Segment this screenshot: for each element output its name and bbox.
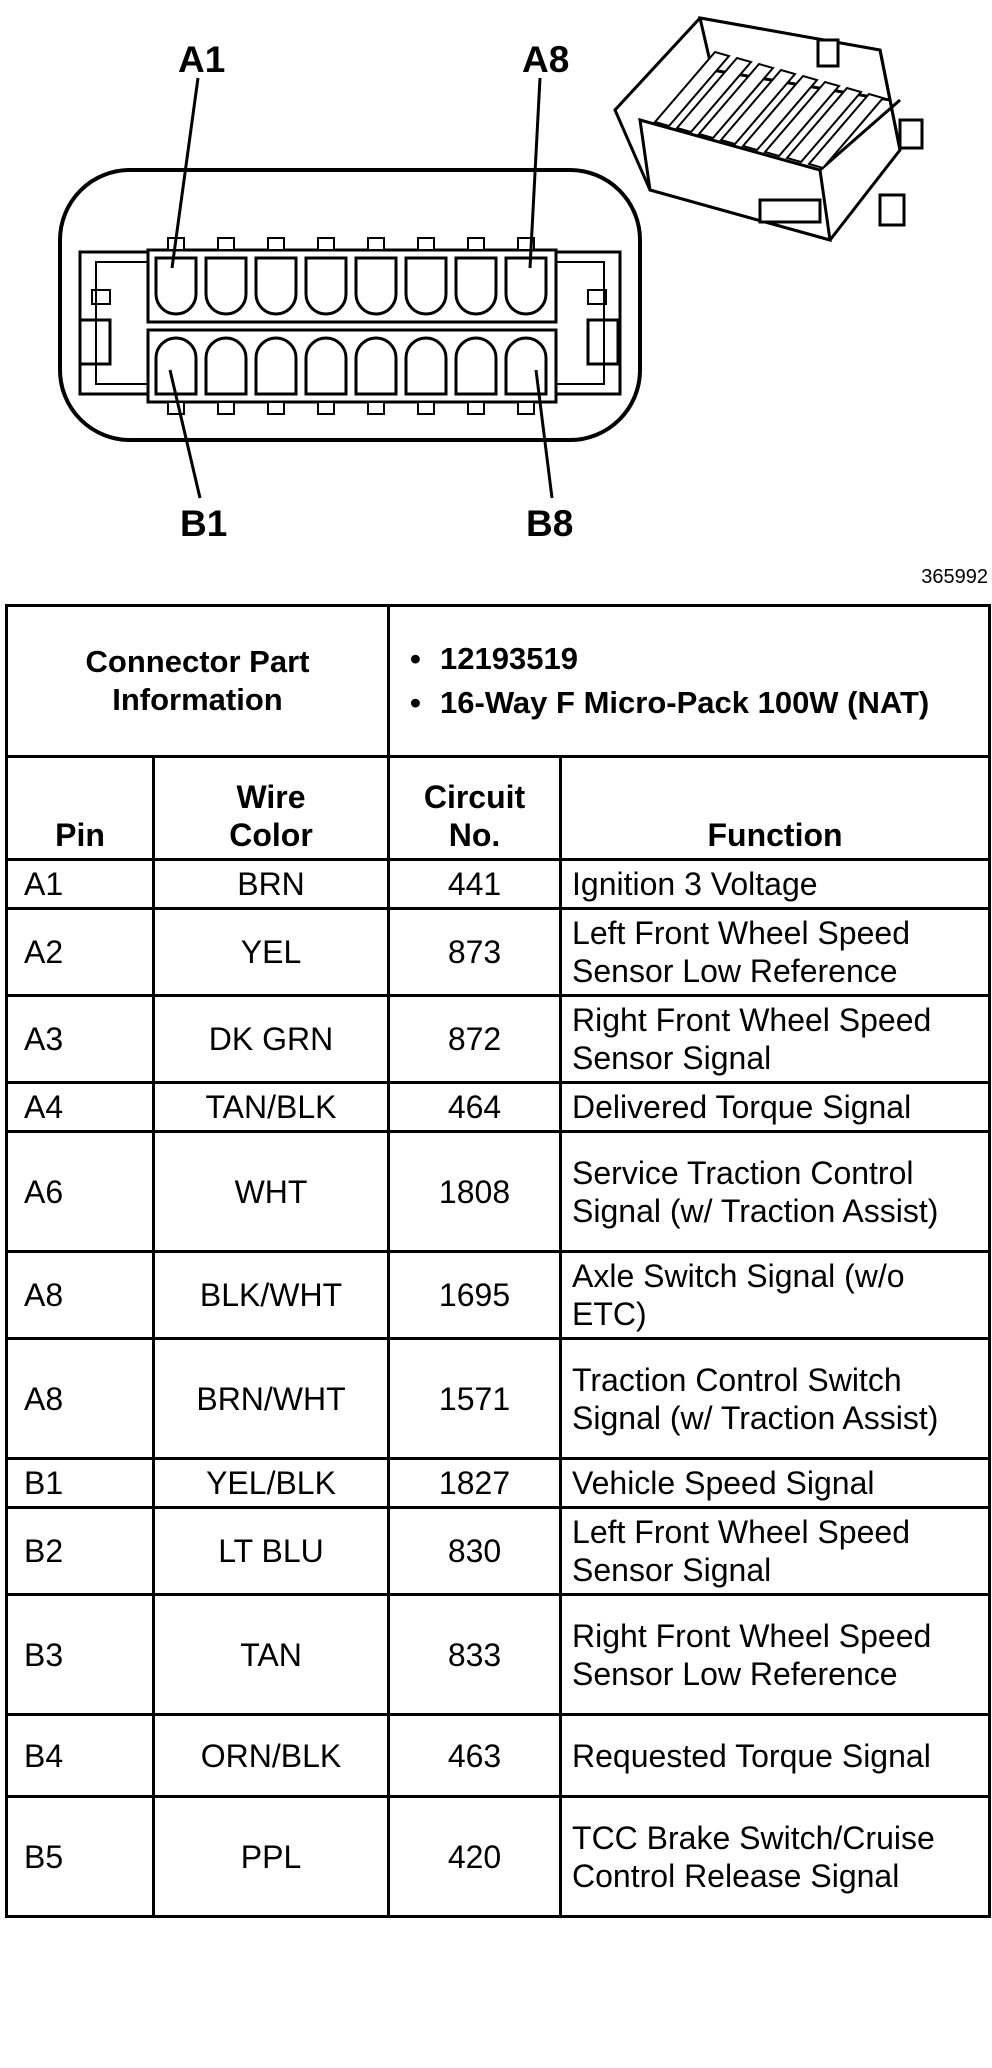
circuit-cell: 830 [389, 1508, 561, 1595]
wire-color-cell: BRN/WHT [154, 1339, 389, 1459]
table-row [7, 1595, 990, 1715]
wire-color-cell: BLK/WHT [154, 1252, 389, 1339]
table-row [7, 1797, 990, 1917]
connector-part-number: • 12193519 [402, 640, 976, 678]
terminal-tab [218, 402, 234, 414]
table-row [7, 996, 990, 1083]
function-cell: Requested Torque Signal [561, 1715, 990, 1797]
top-cavity [456, 258, 496, 314]
circuit-cell: 872 [389, 996, 561, 1083]
bottom-cavity [406, 338, 446, 394]
pin-cell: A3 [7, 996, 154, 1083]
pin-cell: A4 [7, 1083, 154, 1132]
top-cavity [156, 258, 196, 314]
top-cavity [306, 258, 346, 314]
wire-color-cell: WHT [154, 1132, 389, 1252]
col-header-pin: Pin [7, 757, 154, 860]
pin-rows [7, 860, 990, 1917]
function-cell: Right Front Wheel Speed Sensor Low Reference [561, 1595, 990, 1715]
terminal-tab [268, 402, 284, 414]
pin-cell: B5 [7, 1797, 154, 1917]
terminal-tab [318, 402, 334, 414]
circuit-cell: 420 [389, 1797, 561, 1917]
terminal-tab [518, 402, 534, 414]
function-cell: Axle Switch Signal (w/o ETC) [561, 1252, 990, 1339]
table-row [7, 1339, 990, 1459]
col-header-function: Function [561, 757, 990, 860]
function-cell: Ignition 3 Voltage [561, 860, 990, 909]
terminal-tab [468, 238, 484, 250]
wire-color-cell: BRN [154, 860, 389, 909]
bottom-cavity [156, 338, 196, 394]
terminal-tab [218, 238, 234, 250]
function-cell: Left Front Wheel Speed Sensor Signal [561, 1508, 990, 1595]
top-cavity [506, 258, 546, 314]
connector-3d-illustration [615, 18, 922, 240]
figure-id: 365992 [921, 566, 988, 588]
pin-cell: A8 [7, 1252, 154, 1339]
pin-cell: B4 [7, 1715, 154, 1797]
top-cavity [206, 258, 246, 314]
label-b8: B8 [526, 503, 574, 544]
terminal-tab [268, 238, 284, 250]
wire-color-cell: DK GRN [154, 996, 389, 1083]
connector-pinout-table [5, 604, 991, 1918]
top-cavity [256, 258, 296, 314]
table-row [7, 1132, 990, 1252]
function-cell: Service Traction Control Signal (w/ Traction Assist) [561, 1132, 990, 1252]
terminal-tab [368, 238, 384, 250]
circuit-cell: 873 [389, 909, 561, 996]
col-header-circuit: Circuit No. [389, 757, 561, 860]
circuit-cell: 463 [389, 1715, 561, 1797]
pin-cell: B1 [7, 1459, 154, 1508]
circuit-cell: 1808 [389, 1132, 561, 1252]
circuit-cell: 441 [389, 860, 561, 909]
connector-type: • 16-Way F Micro-Pack 100W (NAT) [402, 684, 976, 722]
pin-cell: A8 [7, 1339, 154, 1459]
top-cavity [406, 258, 446, 314]
wire-color-cell: YEL/BLK [154, 1459, 389, 1508]
table-row [7, 1715, 990, 1797]
column-header-row [7, 757, 990, 860]
wire-color-cell: ORN/BLK [154, 1715, 389, 1797]
terminal-tab [468, 402, 484, 414]
circuit-cell: 1827 [389, 1459, 561, 1508]
bottom-cavity [506, 338, 546, 394]
wire-color-cell: PPL [154, 1797, 389, 1917]
pin-cell: A2 [7, 909, 154, 996]
table-row [7, 909, 990, 996]
wire-color-cell: TAN [154, 1595, 389, 1715]
table-row [7, 1508, 990, 1595]
table-row [7, 860, 990, 909]
bottom-cavity [206, 338, 246, 394]
table-row [7, 1252, 990, 1339]
function-cell: Left Front Wheel Speed Sensor Low Reference [561, 909, 990, 996]
label-a8: A8 [522, 39, 570, 80]
table-row [7, 1083, 990, 1132]
bottom-cavity [356, 338, 396, 394]
terminal-tab [368, 402, 384, 414]
pin-cell: B2 [7, 1508, 154, 1595]
bottom-cavity [256, 338, 296, 394]
function-cell: Right Front Wheel Speed Sensor Signal [561, 996, 990, 1083]
bottom-cavity [306, 338, 346, 394]
pin-cell: B3 [7, 1595, 154, 1715]
function-cell: Vehicle Speed Signal [561, 1459, 990, 1508]
wire-color-cell: TAN/BLK [154, 1083, 389, 1132]
top-cavity [356, 258, 396, 314]
circuit-cell: 1695 [389, 1252, 561, 1339]
circuit-cell: 833 [389, 1595, 561, 1715]
connector-info-row [7, 606, 990, 757]
bottom-cavity [456, 338, 496, 394]
connector-diagram [0, 0, 992, 560]
terminal-tab [318, 238, 334, 250]
function-cell: Delivered Torque Signal [561, 1083, 990, 1132]
connector-info-items [389, 606, 990, 757]
label-a1: A1 [178, 39, 226, 80]
table-row [7, 1459, 990, 1508]
connector-info-header: Connector Part Information [7, 606, 389, 757]
pin-cell: A1 [7, 860, 154, 909]
terminal-tab [168, 402, 184, 414]
pin-cell: A6 [7, 1132, 154, 1252]
terminal-tab [418, 402, 434, 414]
terminal-tab [418, 238, 434, 250]
wire-color-cell: YEL [154, 909, 389, 996]
circuit-cell: 464 [389, 1083, 561, 1132]
wire-color-cell: LT BLU [154, 1508, 389, 1595]
function-cell: Traction Control Switch Signal (w/ Traction Assist) [561, 1339, 990, 1459]
col-header-wire-color: Wire Color [154, 757, 389, 860]
circuit-cell: 1571 [389, 1339, 561, 1459]
function-cell: TCC Brake Switch/Cruise Control Release Signal [561, 1797, 990, 1917]
label-b1: B1 [180, 503, 228, 544]
